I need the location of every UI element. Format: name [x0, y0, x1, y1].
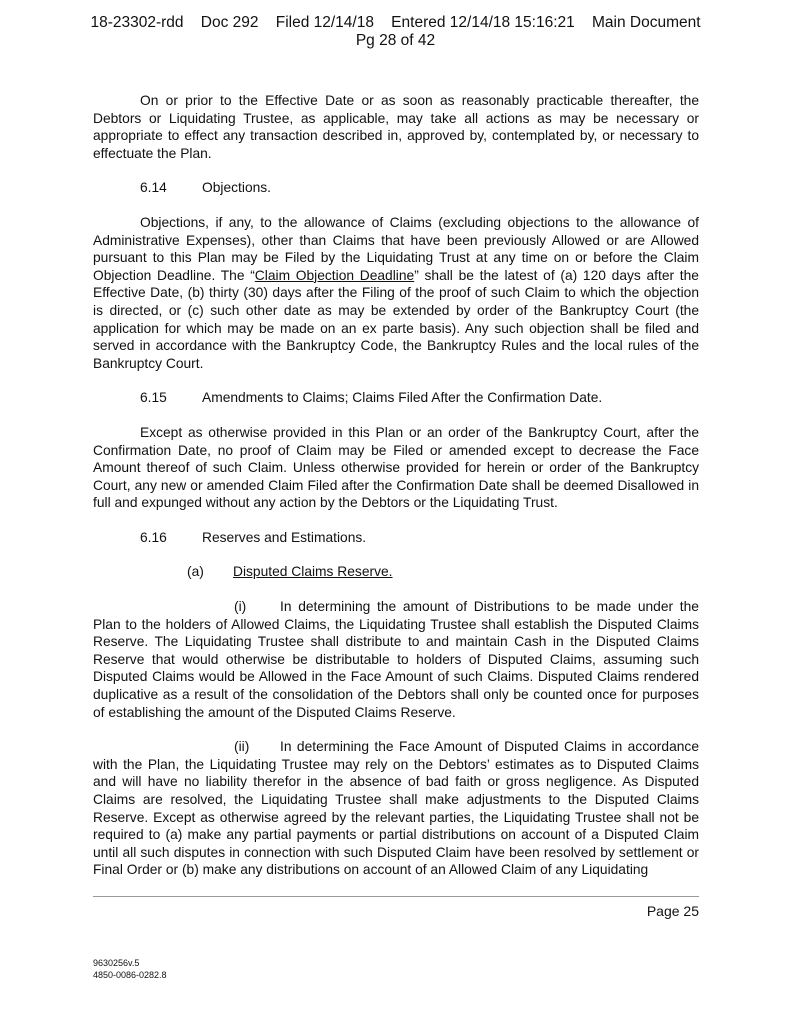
- clause-number: (ii): [234, 739, 250, 755]
- paragraph-objections: [93, 214, 699, 372]
- subsection-title: Disputed Claims Reserve.: [233, 564, 393, 580]
- clause-ii: [93, 738, 699, 879]
- section-heading-6-15: [93, 389, 699, 407]
- clause-text: In determining the amount of Distributions to be made under the Plan to the holders of Allowed Claims, the Liquidating Trustee shall establish the Disputed Claims Reserve. The Liquidating Trustee shall distribute to and maintain Cash in the Disputed Claims Reserve that would otherwise be distributable to holders of Disputed Claims, assuming such Disputed Claims would be Allowed in the Face Amount of such Claims. Disputed Claims rendered duplicative as a result of the consolidation of the Debtors shall only be counted once for purposes of establishing the amount of the Disputed Claims Reserve.: [93, 599, 699, 720]
- footer-divider: [93, 896, 699, 897]
- filing-header-line1: 18-23302-rdd Doc 292 Filed 12/14/18 Entered 12/14/18 15:16:21 Main Document: [90, 14, 701, 31]
- document-body: [93, 92, 699, 896]
- clause-i: [93, 598, 699, 721]
- section-title: Objections.: [202, 180, 272, 196]
- section-title: Reserves and Estimations.: [202, 529, 367, 545]
- page-number: Page 25: [646, 903, 699, 919]
- section-number: 6.16: [140, 529, 167, 545]
- subsection-number: (a): [187, 564, 204, 580]
- document-id-primary: 9630256v.5: [93, 958, 140, 968]
- filing-header-page-count: Pg 28 of 42: [355, 32, 436, 49]
- document-ids: [93, 957, 167, 981]
- paragraph-intro: On or prior to the Effective Date or as soon as reasonably practicable thereafter, the Debtors or Liquidating Trustee, as applicable, may take all actions as may be necessary or appropriate to effect any transaction described in, approved by, contemplated by, or necessary to effectuate the Plan.: [93, 93, 699, 161]
- section-number: 6.14: [140, 180, 167, 196]
- section-heading-6-16: [93, 529, 699, 547]
- clause-number: (i): [234, 599, 247, 615]
- filing-header: [0, 14, 791, 50]
- section-number: 6.15: [140, 390, 167, 406]
- clause-text: In determining the Face Amount of Disputed Claims in accordance with the Plan, the Liquidating Trustee may rely on the Debtors’ estimates as to Disputed Claims and will have no liability therefor in the absence of bad faith or gross negligence. As Disputed Claims are resolved, the Liquidating Trustee shall make adjustments to the Disputed Claims Reserve. Except as otherwise agreed by the relevant parties, the Liquidating Trustee shall not be required to (a) make any partial payments or partial distributions on account of a Disputed Claim until all such disputes in connection with such Disputed Claim have been resolved by settlement or Final Order or (b) make any distributions on account of an Allowed Claim of any Liquidating: [93, 739, 699, 878]
- section-title: Amendments to Claims; Claims Filed After the Confirmation Date.: [202, 390, 603, 406]
- document-id-secondary: 4850-0086-0282.8: [93, 970, 167, 980]
- paragraph-text: ” shall be the latest of (a) 120 days after the Effective Date, (b) thirty (30) days after the Filing of the proof of such Claim to which the objection is directed, or (c) such other date as may be extended by order of the Bankruptcy Court (the application for which may be made on an ex parte basis). Any such objection shall be filed and served in accordance with the Bankruptcy Code, the Bankruptcy Rules and the local rules of the Bankruptcy Court.: [93, 267, 699, 371]
- subsection-heading-a: [93, 563, 699, 581]
- paragraph-amendments: Except as otherwise provided in this Plan or an order of the Bankruptcy Court, after the Confirmation Date, no proof of Claim may be Filed or amended except to decrease the Face Amount thereof of such Claim. Unless otherwise provided for herein or order of the Bankruptcy Court, any new or amended Claim Filed after the Confirmation Date shall be deemed Disallowed in full and expunged without any action by the Debtors or the Liquidating Trust.: [93, 424, 699, 511]
- defined-term: Claim Objection Deadline: [254, 267, 415, 283]
- section-heading-6-14: [93, 179, 699, 197]
- paragraph-text: Objections, if any, to the allowance of Claims (excluding objections to the allowance of Administrative Expenses), other than Claims that have been previously Allowed or are Allowed pursuant to this Plan may be Filed by the Liquidating Trust at any time on or before the Claim Objection Deadline. The “: [93, 214, 699, 283]
